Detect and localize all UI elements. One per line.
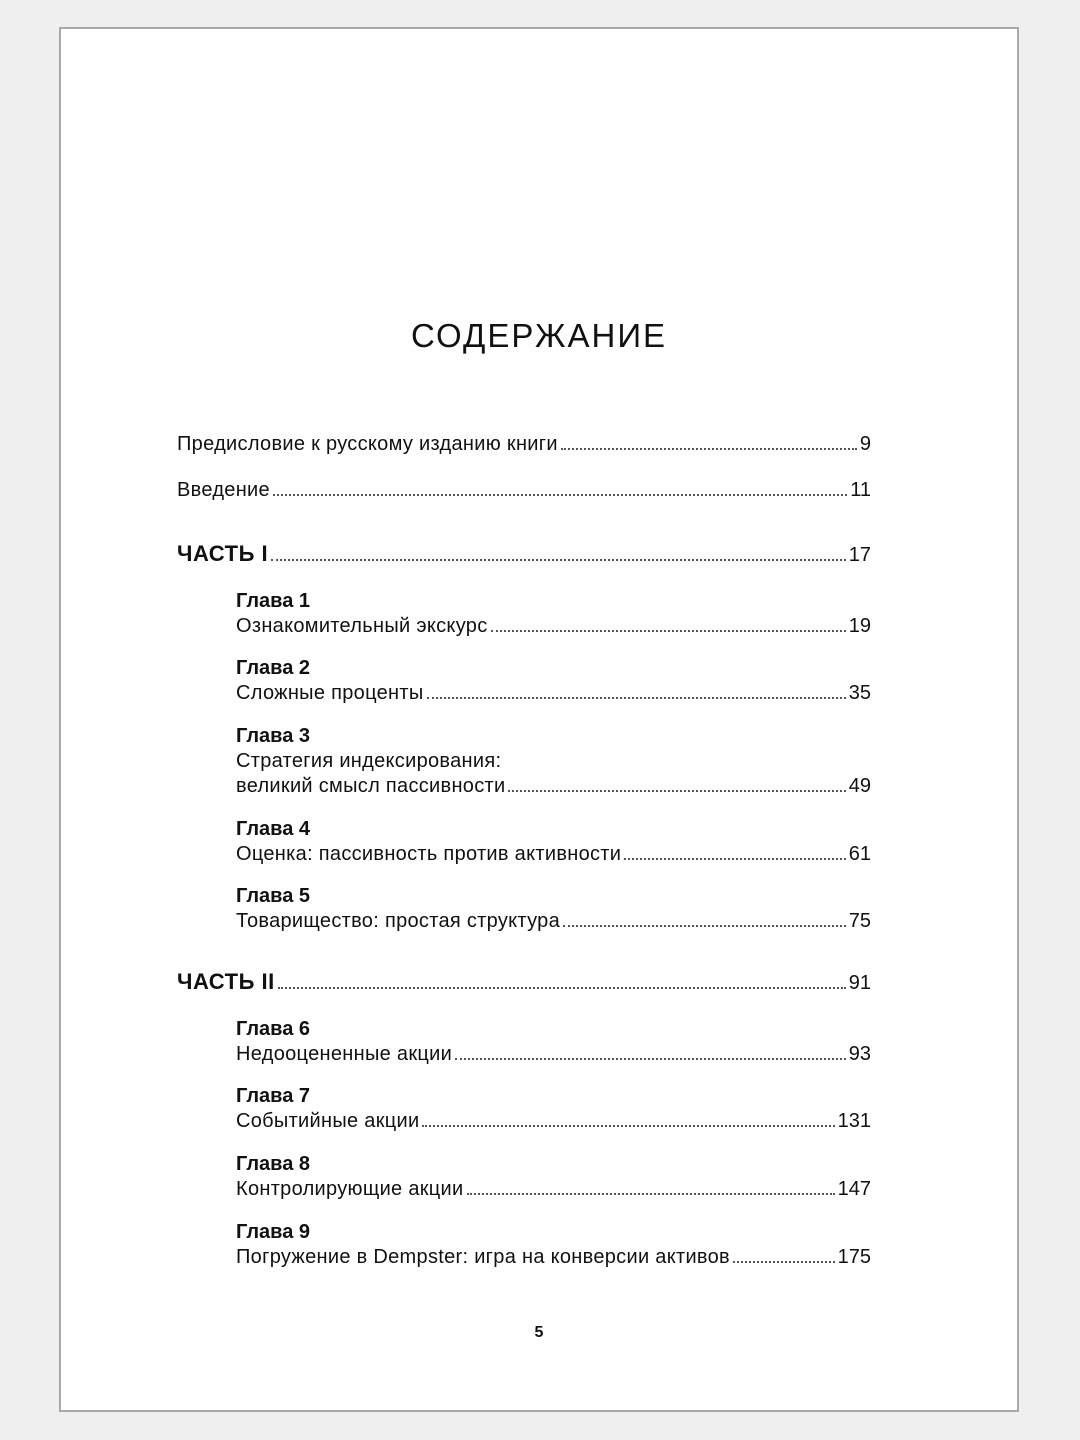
- leader-dots: [467, 1193, 835, 1195]
- leader-dots: [273, 494, 847, 496]
- chapter-title: Сложные проценты: [236, 682, 424, 704]
- chapter-page: 175: [837, 1246, 871, 1268]
- page-title: СОДЕРЖАНИЕ: [410, 317, 668, 354]
- toc-entry-page: 11: [850, 479, 871, 501]
- chapter-heading: Глава 3: [236, 725, 311, 747]
- leader-dots: [624, 858, 846, 860]
- toc-entry-label: Введение: [177, 479, 270, 501]
- chapter-page: 75: [848, 910, 871, 932]
- chapter-title: Контролирующие акции: [236, 1178, 464, 1200]
- leader-dots: [278, 987, 846, 989]
- chapter-heading: Глава 9: [236, 1221, 311, 1243]
- chapter-title: Ознакомительный экскурс: [236, 615, 488, 637]
- part-label: ЧАСТЬ II: [177, 969, 275, 994]
- chapter-heading: Глава 1: [236, 590, 311, 612]
- chapter-title: Погружение в Dempster: игра на конверсии активов: [236, 1246, 730, 1268]
- chapter-title: Недооцененные акции: [236, 1043, 453, 1065]
- toc-entry-introduction[interactable]: [177, 478, 871, 502]
- toc-entry-chapter-1[interactable]: [236, 614, 871, 638]
- chapter-heading: Глава 7: [236, 1085, 311, 1107]
- toc-entry-chapter-4[interactable]: [236, 842, 871, 866]
- page-number: 5: [534, 1324, 544, 1341]
- chapter-heading: Глава 8: [236, 1153, 311, 1175]
- leader-dots: [561, 448, 857, 450]
- leader-dots: [455, 1058, 846, 1060]
- book-page: [59, 27, 1019, 1412]
- chapter-title-line: Стратегия индексирования:: [236, 750, 502, 772]
- chapter-page: 19: [848, 615, 871, 637]
- toc-entry-chapter-6[interactable]: [236, 1042, 871, 1066]
- leader-dots: [733, 1261, 835, 1263]
- toc-entry-chapter-8[interactable]: [236, 1177, 871, 1201]
- toc-entry-chapter-5[interactable]: [236, 909, 871, 933]
- chapter-page: 93: [848, 1043, 871, 1065]
- chapter-heading: Глава 5: [236, 885, 311, 907]
- chapter-title: Оценка: пассивность против активности: [236, 843, 622, 865]
- chapter-heading: Глава 6: [236, 1018, 311, 1040]
- chapter-heading: Глава 4: [236, 818, 311, 840]
- leader-dots: [491, 630, 846, 632]
- toc-entry-chapter-9[interactable]: [236, 1245, 871, 1269]
- toc-part-1[interactable]: [177, 542, 871, 567]
- toc-entry-page: 9: [859, 433, 871, 455]
- part-label: ЧАСТЬ I: [177, 541, 269, 566]
- chapter-title: Событийные акции: [236, 1110, 420, 1132]
- leader-dots: [271, 559, 846, 561]
- part-page: 17: [848, 544, 871, 566]
- toc-entry-label: Предисловие к русскому изданию книги: [177, 433, 558, 455]
- toc-entry-chapter-3[interactable]: [236, 774, 871, 798]
- chapter-page: 61: [848, 843, 871, 865]
- toc-entry-chapter-7[interactable]: [236, 1109, 871, 1133]
- chapter-page: 35: [848, 682, 871, 704]
- part-page: 91: [848, 972, 871, 994]
- leader-dots: [508, 790, 845, 792]
- chapter-page: 131: [837, 1110, 871, 1132]
- toc-entry-preface[interactable]: [177, 432, 871, 456]
- leader-dots: [563, 925, 846, 927]
- chapter-page: 49: [848, 775, 871, 797]
- chapter-page: 147: [837, 1178, 871, 1200]
- leader-dots: [422, 1125, 834, 1127]
- toc-part-2[interactable]: [177, 970, 871, 995]
- chapter-heading: Глава 2: [236, 657, 311, 679]
- leader-dots: [427, 697, 846, 699]
- toc-entry-chapter-2[interactable]: [236, 681, 871, 705]
- chapter-title: великий смысл пассивности: [236, 775, 506, 797]
- chapter-title: Товарищество: простая структура: [236, 910, 561, 932]
